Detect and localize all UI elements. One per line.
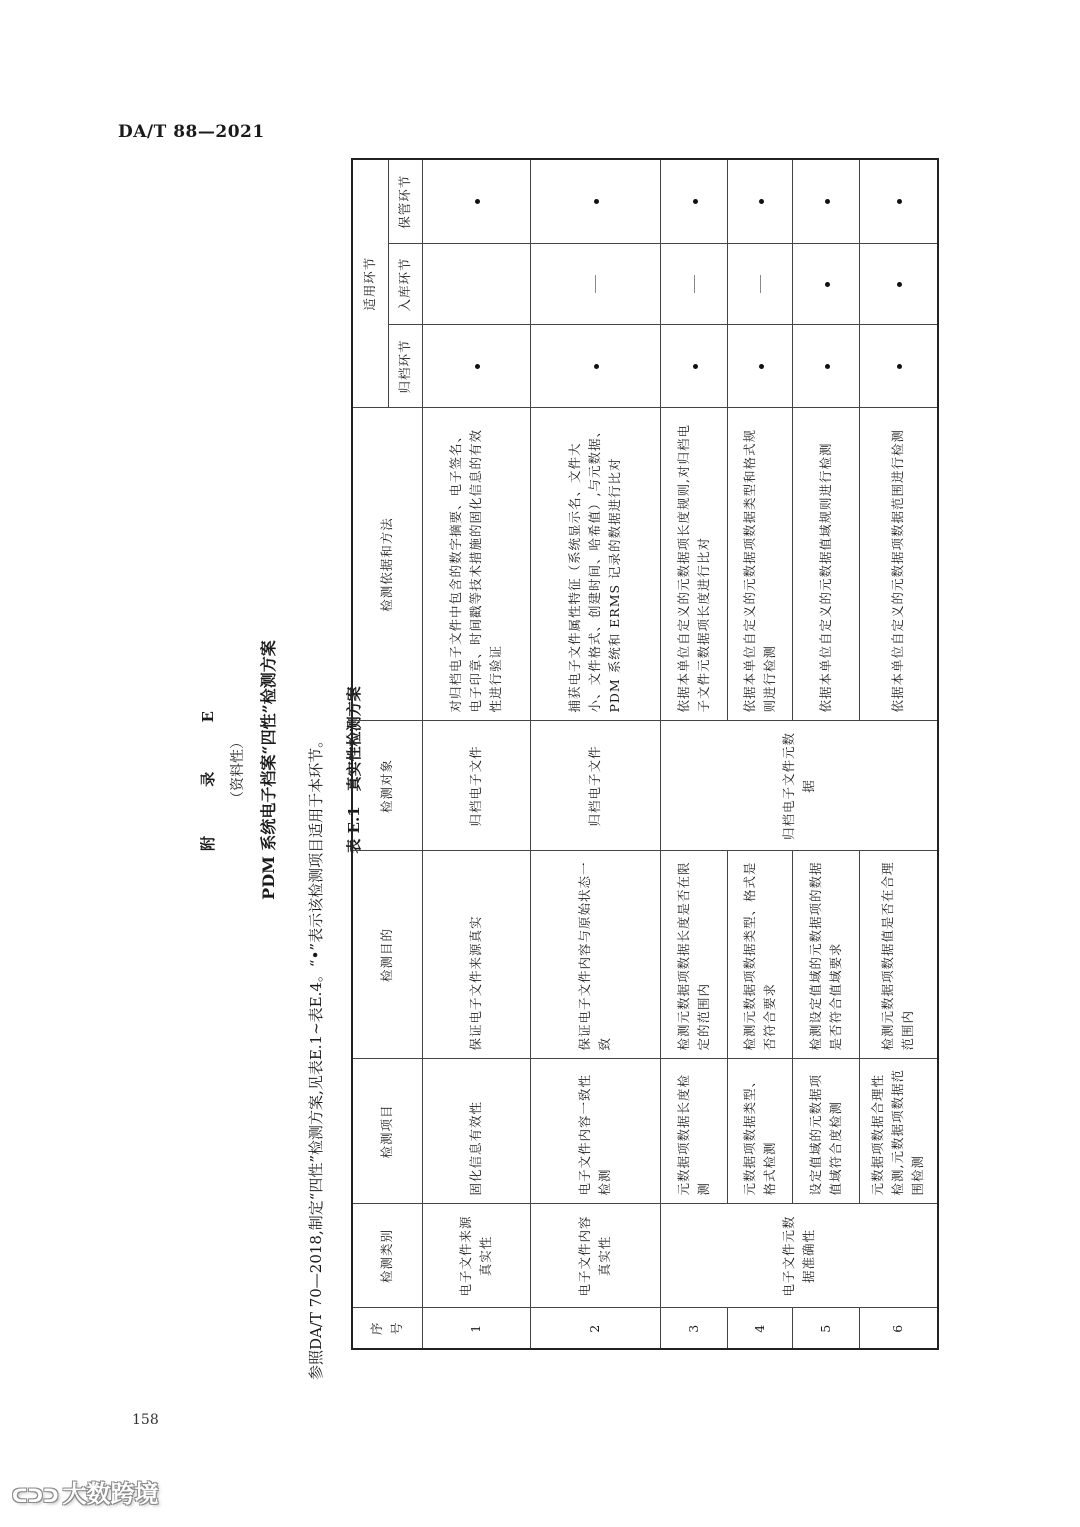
watermark-text: 大数跨境 [62, 1480, 159, 1508]
row-item: 设定值域的元数据项值域符合度检测 [792, 1059, 859, 1204]
header-stage-preserve: 保管环节 [388, 159, 422, 244]
header-seq: 序号 [352, 1308, 422, 1349]
row-seq: 5 [792, 1308, 859, 1349]
row-object: 归档电子文件元数据 [660, 721, 938, 851]
appendix-heading-block [197, 160, 281, 1380]
row-purpose: 保证电子文件内容与原始状态一致 [530, 851, 660, 1059]
row-category: 电子文件内容真实性 [530, 1204, 660, 1308]
row-item: 电子文件内容一致性检测 [530, 1059, 660, 1204]
row-category: 电子文件来源真实性 [422, 1204, 530, 1308]
watermark-logo-icon: ᑕᑐᑐ [12, 1485, 59, 1507]
row-method: 对归档电子文件中包含的数字摘要、电子签名、电子印章、时间戳等技术措施的固化信息的有效性进行验证 [422, 408, 530, 721]
header-object: 检测对象 [352, 721, 422, 851]
row-object: 归档电子文件 [422, 721, 530, 851]
row-seq: 4 [727, 1308, 792, 1349]
applicable-mark [759, 199, 764, 204]
header-purpose: 检测目的 [352, 851, 422, 1059]
header-stage-group: 适用环节 [352, 159, 388, 408]
table-header-row [352, 159, 388, 1349]
row-purpose: 检测设定值域的元数据项的数据是否符合值域要求 [792, 851, 859, 1059]
row-item: 元数据项数据类型、格式检测 [727, 1059, 792, 1204]
applicable-mark [475, 364, 480, 369]
authenticity-test-table [351, 158, 939, 1350]
row-purpose: 检测元数据项数据类型、格式是否符合要求 [727, 851, 792, 1059]
row-purpose: 检测元数据项数据值是否在合理范围内 [859, 851, 938, 1059]
not-applicable-mark [595, 276, 596, 294]
row-item: 元数据项数据合理性检测,元数据项数据范围检测 [859, 1059, 938, 1204]
table-row [530, 159, 660, 1349]
row-method: 捕获电子文件属性特征（系统显示名、文件大小、文件格式、创建时间、哈希值）,与元数据、PDM 系统和 ERMS 记录的数据进行比对 [530, 408, 660, 721]
applicable-mark [475, 199, 480, 204]
row-purpose: 检测元数据项数据长度是否在限定的范围内 [660, 851, 727, 1059]
header-stage-archive: 归档环节 [388, 325, 422, 408]
row-item: 固化信息有效性 [422, 1059, 530, 1204]
row-seq: 2 [530, 1308, 660, 1349]
header-stage-storage: 入库环节 [388, 244, 422, 325]
applicable-mark [693, 199, 698, 204]
header-method: 检测依据和方法 [352, 408, 422, 721]
applicable-mark [759, 364, 764, 369]
applicable-mark [825, 199, 830, 204]
table-row [660, 159, 727, 1349]
row-seq: 3 [660, 1308, 727, 1349]
appendix-title: 附 录 E [199, 689, 217, 851]
not-applicable-mark [694, 276, 695, 294]
row-item: 元数据项数据长度检测 [660, 1059, 727, 1204]
watermark [12, 1474, 158, 1509]
row-seq: 6 [859, 1308, 938, 1349]
appendix-heading: PDM 系统电子档案“四性”检测方案 [259, 640, 278, 900]
row-method: 依据本单位自定义的元数据项数据类型和格式规则进行检测 [727, 408, 792, 721]
applicable-mark [594, 199, 599, 204]
table-row [422, 159, 530, 1349]
row-method: 依据本单位自定义的元数据值域规则进行检测 [792, 408, 859, 721]
rotated-page-content [197, 160, 926, 1380]
table-caption: 表 E.1 真实性检测方案 [345, 686, 363, 854]
header-item: 检测项目 [352, 1059, 422, 1204]
applicable-mark [825, 364, 830, 369]
appendix-nature: （资料性） [230, 735, 246, 805]
standard-code: DA/T 88—2021 [118, 122, 265, 142]
not-applicable-mark [760, 276, 761, 294]
applicable-mark [825, 282, 830, 287]
intro-paragraph: 参照DA/T 70—2018,制定“四性”检测方案,见表E.1~表E.4。“•”表示该检测项目适用于本环节。 [307, 732, 325, 1380]
row-purpose: 保证电子文件来源真实 [422, 851, 530, 1059]
row-seq: 1 [422, 1308, 530, 1349]
applicable-mark [897, 364, 902, 369]
applicable-mark [897, 282, 902, 287]
row-object: 归档电子文件 [530, 721, 660, 851]
row-category: 电子文件元数据准确性 [660, 1204, 938, 1308]
page-number: 158 [132, 1412, 159, 1428]
row-method: 依据本单位自定义的元数据项数据范围进行检测 [859, 408, 938, 721]
applicable-mark [693, 364, 698, 369]
row-method: 依据本单位自定义的元数据项长度规则,对归档电子文件元数据项长度进行比对 [660, 408, 727, 721]
applicable-mark [594, 364, 599, 369]
header-category: 检测类别 [352, 1204, 422, 1308]
applicable-mark [897, 199, 902, 204]
